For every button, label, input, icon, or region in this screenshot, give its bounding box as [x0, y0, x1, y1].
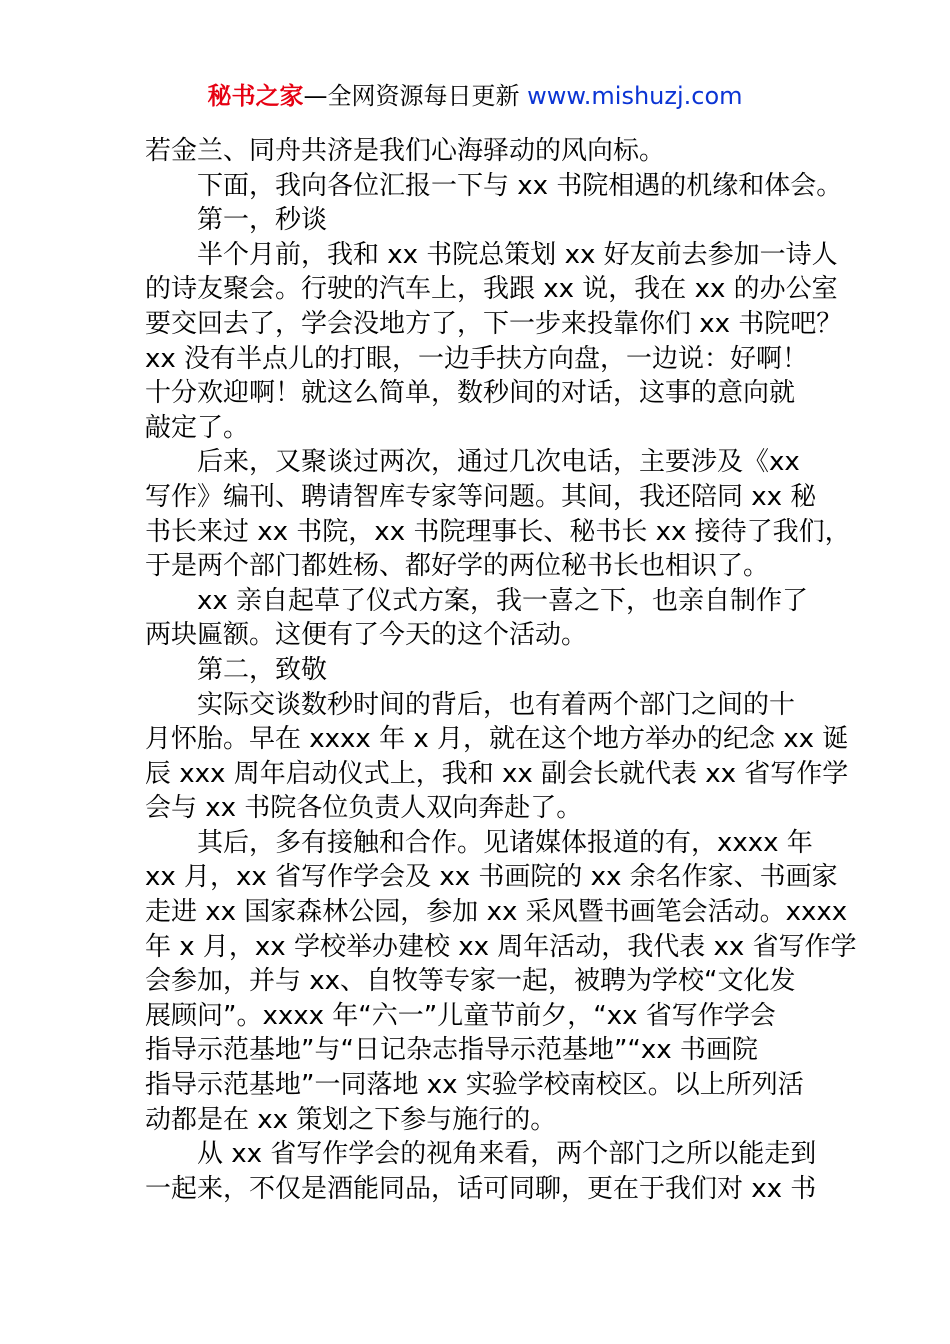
- text-line: 下面，我向各位汇报一下与 xx 书院相遇的机缘和体会。: [145, 170, 843, 201]
- site-url-link[interactable]: www.mishuzj.com: [527, 82, 743, 110]
- text-line: 指导示范基地”一同落地 xx 实验学校南校区。以上所列活: [145, 1070, 804, 1101]
- text-line: 后来，又聚谈过两次，通过几次电话，主要涉及《xx: [145, 447, 800, 478]
- document-body: [145, 134, 857, 1206]
- site-tagline: —全网资源每日更新: [303, 82, 520, 110]
- text-line: 会参加，并与 xx、自牧等专家一起，被聘为学校“文化发: [145, 966, 796, 997]
- text-line: 会与 xx 书院各位负责人双向奔赴了。: [145, 793, 583, 824]
- text-line: 于是两个部门都姓杨、都好学的两位秘书长也相识了。: [145, 551, 770, 582]
- text-line: 第二，致敬: [145, 654, 328, 685]
- text-line: 其后，多有接触和合作。见诸媒体报道的有，xxxx 年: [145, 827, 813, 858]
- text-line: 要交回去了，学会没地方了，下一步来投靠你们 xx 书院吧？: [145, 308, 843, 339]
- text-line: 指导示范基地”与“日记杂志指导示范基地”“xx 书画院: [145, 1035, 758, 1066]
- text-line: 的诗友聚会。行驶的汽车上，我跟 xx 说，我在 xx 的办公室: [145, 274, 838, 305]
- text-line: 一起来，不仅是酒能同品，话可同聊，更在于我们对 xx 书: [145, 1173, 817, 1204]
- text-line: 从 xx 省写作学会的视角来看，两个部门之所以能走到: [145, 1139, 817, 1170]
- text-line: 敲定了。: [145, 412, 250, 443]
- text-line: 写作》编刊、聘请智库专家等问题。其间，我还陪同 xx 秘: [145, 481, 817, 512]
- text-line: 两块匾额。这便有了今天的这个活动。: [145, 620, 588, 651]
- text-line: 年 x 月，xx 学校举办建校 xx 周年活动，我代表 xx 省写作学: [145, 931, 857, 962]
- text-line: xx 月，xx 省写作学会及 xx 书画院的 xx 余名作家、书画家: [145, 862, 838, 893]
- text-line: 动都是在 xx 策划之下参与施行的。: [145, 1104, 557, 1135]
- text-line: 月怀胎。早在 xxxx 年 x 月，就在这个地方举办的纪念 xx 诞: [145, 724, 849, 755]
- page-header: [0, 80, 950, 112]
- text-line: 展顾问”。xxxx 年“六一”儿童节前夕，“xx 省写作学会: [145, 1000, 776, 1031]
- text-line: 若金兰、同舟共济是我们心海驿动的风向标。: [145, 136, 666, 166]
- text-line: 第一，秒谈: [145, 205, 328, 236]
- site-brand: 秘书之家: [207, 82, 304, 110]
- text-line: 走进 xx 国家森林公园，参加 xx 采风暨书画笔会活动。xxxx: [145, 897, 848, 928]
- text-line: 十分欢迎啊！就这么简单，数秒间的对话，这事的意向就: [145, 378, 796, 409]
- text-line: 半个月前，我和 xx 书院总策划 xx 好友前去参加一诗人: [145, 239, 838, 270]
- text-line: xx 亲自起草了仪式方案，我一喜之下，也亲自制作了: [145, 585, 809, 616]
- text-line: 实际交谈数秒时间的背后，也有着两个部门之间的十: [145, 689, 796, 720]
- text-line: 书长来过 xx 书院，xx 书院理事长、秘书长 xx 接待了我们，: [145, 516, 851, 547]
- text-line: xx 没有半点儿的打眼，一边手扶方向盘，一边说：好啊！: [145, 343, 809, 374]
- text-line: 辰 xxx 周年启动仪式上，我和 xx 副会长就代表 xx 省写作学: [145, 758, 849, 789]
